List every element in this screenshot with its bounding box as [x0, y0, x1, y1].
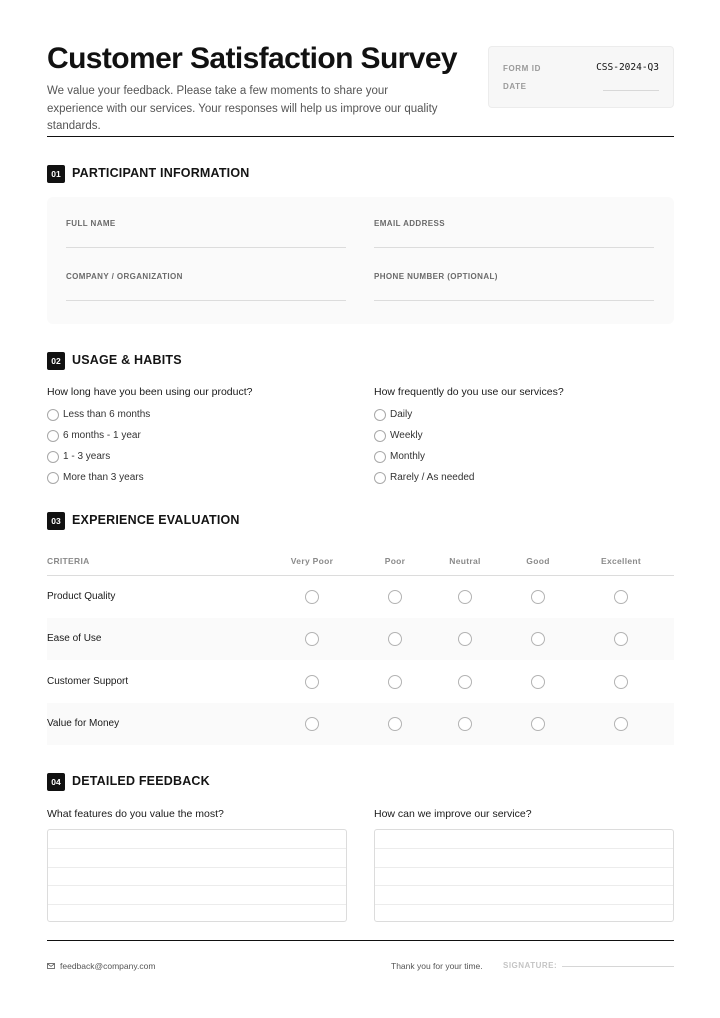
page-subtitle: We value your feedback. Please take a few moments to share your experience with our services. Your responses will help us improve our quality standards.	[47, 85, 438, 132]
date-field[interactable]	[603, 90, 659, 91]
rating-radio[interactable]	[458, 590, 472, 604]
footer-thanks: Thank you for your time.	[391, 961, 483, 971]
criteria-label: Customer Support	[47, 676, 129, 687]
footer-email[interactable]: feedback@company.com	[60, 961, 156, 971]
criteria-label: Product Quality	[47, 591, 116, 602]
section-title: EXPERIENCE EVALUATION	[72, 513, 240, 527]
scale-header-very-poor: Very Poor	[290, 556, 334, 566]
signature-label: SIGNATURE:	[503, 961, 558, 970]
usage-frequency-question: How frequently do you use our services?	[374, 386, 564, 398]
section-title: PARTICIPANT INFORMATION	[72, 166, 250, 180]
improve-question: How can we improve our service?	[374, 808, 532, 820]
radio-button[interactable]	[47, 409, 59, 421]
form-id-label: FORM ID	[503, 64, 541, 73]
phone-input[interactable]	[374, 300, 654, 301]
full-name-input[interactable]	[66, 247, 346, 248]
email-label: EMAIL ADDRESS	[374, 219, 445, 228]
radio-button[interactable]	[47, 451, 59, 463]
rating-radio[interactable]	[614, 632, 628, 646]
rating-radio[interactable]	[388, 717, 402, 731]
writing-line	[375, 867, 673, 868]
scale-header-neutral: Neutral	[449, 556, 481, 566]
rating-radio[interactable]	[458, 675, 472, 689]
features-answer-box[interactable]	[47, 829, 347, 922]
radio-button[interactable]	[374, 409, 386, 421]
section-number: 02	[47, 352, 65, 370]
option-label: 1 - 3 years	[63, 451, 111, 462]
date-row	[503, 82, 659, 98]
rating-table	[47, 548, 674, 748]
footer-divider	[47, 940, 674, 941]
rating-radio[interactable]	[388, 675, 402, 689]
scale-header-excellent: Excellent	[600, 556, 642, 566]
rating-radio[interactable]	[305, 717, 319, 731]
company-label: COMPANY / ORGANIZATION	[66, 272, 183, 281]
section-number: 04	[47, 773, 65, 791]
criteria-header: CRITERIA	[47, 556, 90, 566]
writing-line	[48, 848, 346, 849]
form-meta-box	[488, 46, 674, 108]
full-name-label: FULL NAME	[66, 219, 116, 228]
phone-label: PHONE NUMBER (OPTIONAL)	[374, 272, 498, 281]
rating-radio[interactable]	[531, 632, 545, 646]
improve-answer-box[interactable]	[374, 829, 674, 922]
email-input[interactable]	[374, 247, 654, 248]
rating-radio[interactable]	[614, 717, 628, 731]
signature-line[interactable]	[562, 966, 674, 967]
company-input[interactable]	[66, 300, 346, 301]
table-row	[47, 576, 674, 618]
criteria-label: Value for Money	[47, 718, 120, 729]
rating-radio[interactable]	[388, 590, 402, 604]
usage-duration-question: How long have you been using our product?	[47, 386, 253, 398]
table-row	[47, 661, 674, 703]
survey-page	[47, 0, 674, 1018]
rating-radio[interactable]	[305, 632, 319, 646]
section-number: 03	[47, 512, 65, 530]
rating-radio[interactable]	[614, 590, 628, 604]
form-id-row	[503, 64, 659, 80]
participant-panel	[47, 197, 674, 324]
section-number: 01	[47, 165, 65, 183]
rating-radio[interactable]	[614, 675, 628, 689]
writing-line	[375, 848, 673, 849]
radio-button[interactable]	[374, 451, 386, 463]
table-row	[47, 703, 674, 745]
radio-button[interactable]	[47, 430, 59, 442]
option-label: Weekly	[390, 430, 423, 441]
criteria-label: Ease of Use	[47, 633, 102, 644]
rating-radio[interactable]	[531, 590, 545, 604]
option-label: Monthly	[390, 451, 426, 462]
writing-line	[375, 904, 673, 905]
header-divider	[47, 136, 674, 137]
section-title: USAGE & HABITS	[72, 353, 182, 367]
page-title: Customer Satisfaction Survey	[47, 42, 457, 75]
table-row	[47, 618, 674, 660]
section-title: DETAILED FEEDBACK	[72, 774, 210, 788]
rating-radio[interactable]	[458, 632, 472, 646]
option-label: More than 3 years	[63, 472, 144, 483]
form-id-value: CSS-2024-Q3	[596, 62, 659, 73]
writing-line	[48, 904, 346, 905]
writing-line	[48, 885, 346, 886]
date-label: DATE	[503, 82, 527, 91]
option-label: Rarely / As needed	[390, 472, 475, 483]
scale-header-poor: Poor	[384, 556, 406, 566]
scale-header-good: Good	[526, 556, 550, 566]
option-label: Less than 6 months	[63, 409, 151, 420]
option-label: Daily	[390, 409, 413, 420]
rating-radio[interactable]	[305, 590, 319, 604]
radio-button[interactable]	[374, 430, 386, 442]
rating-radio[interactable]	[388, 632, 402, 646]
rating-radio[interactable]	[458, 717, 472, 731]
radio-button[interactable]	[47, 472, 59, 484]
mail-icon	[47, 963, 55, 969]
features-question: What features do you value the most?	[47, 808, 224, 820]
radio-button[interactable]	[374, 472, 386, 484]
rating-radio[interactable]	[531, 717, 545, 731]
writing-line	[375, 885, 673, 886]
option-label: 6 months - 1 year	[63, 430, 141, 441]
writing-line	[48, 867, 346, 868]
rating-radio[interactable]	[531, 675, 545, 689]
rating-radio[interactable]	[305, 675, 319, 689]
